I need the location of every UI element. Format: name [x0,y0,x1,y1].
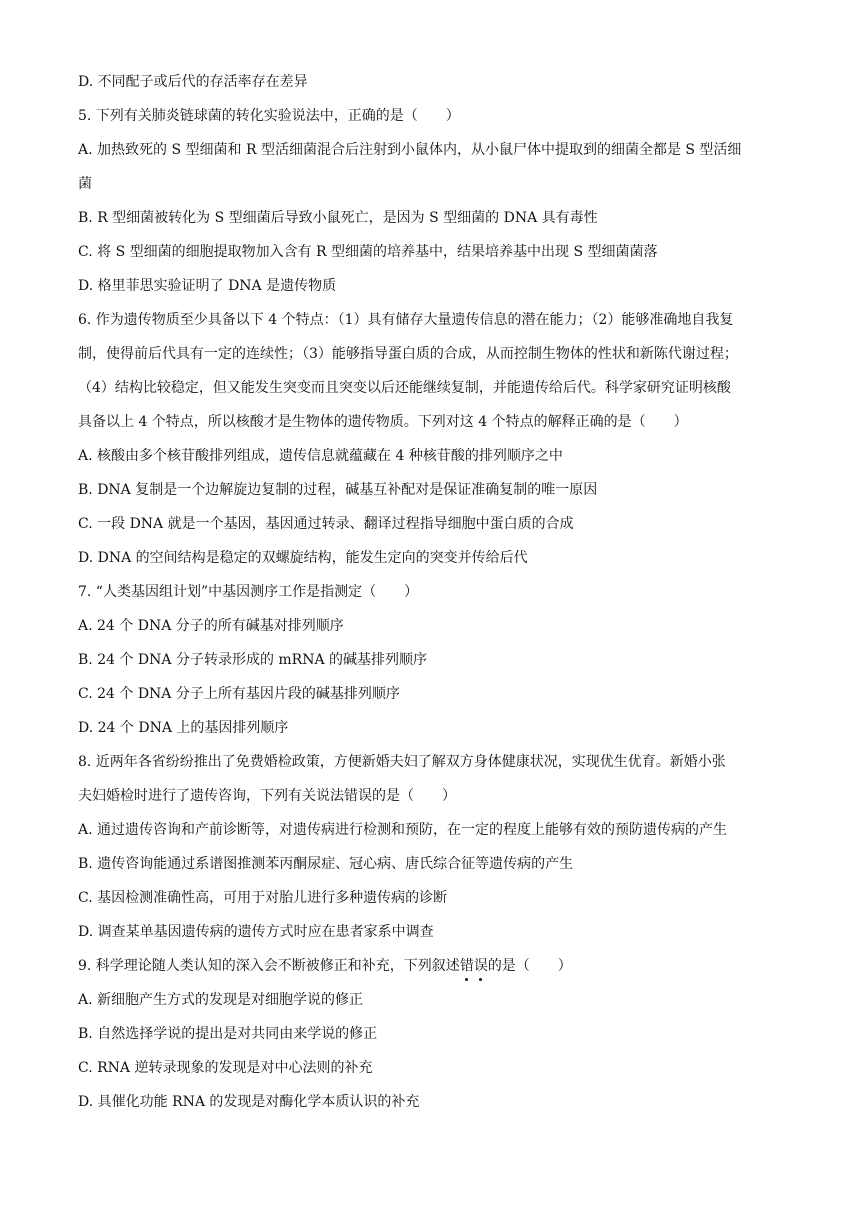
option-7a: A. 24 个 DNA 分子的所有碱基对排列顺序 [78,618,344,634]
option-8d: D. 调查某单基因遗传病的遗传方式时应在患者家系中调查 [78,924,434,940]
option-8b: B. 遗传咨询能通过系谱图推测苯丙酮尿症、冠心病、唐氏综合征等遗传病的产生 [78,856,574,872]
question-9-stem-end: 的是（ ） [487,958,572,974]
option-5d: D. 格里菲思实验证明了 DNA 是遗传物质 [78,278,337,294]
option-5a-continued: 菌 [78,176,92,192]
question-9-stem [78,955,790,977]
question-6-stem-line-1: 6. 作为遗传物质至少具备以下 4 个特点：（1）具有储存大量遗传信息的潜在能力；（2）能够准确地自我复 [78,312,734,328]
emphasis-dot-char: 错 [460,955,474,977]
option-7b: B. 24 个 DNA 分子转录形成的 mRNA 的碱基排列顺序 [78,652,428,668]
option-7c: C. 24 个 DNA 分子上所有基因片段的碱基排列顺序 [78,686,400,702]
question-5-stem: 5. 下列有关肺炎链球菌的转化实验说法中，正确的是（ ） [78,108,460,124]
question-9-stem-start: 9. 科学理论随人类认知的深入会不断被修正和补充，下列叙述 [78,958,460,974]
question-6-stem-line-4: 具备以上 4 个特点，所以核酸才是生物体的遗传物质。下列对这 4 个特点的解释正确的是（ ） [78,414,688,430]
option-9d: D. 具催化功能 RNA 的发现是对酶化学本质认识的补充 [78,1094,420,1110]
option-9a: A. 新细胞产生方式的发现是对细胞学说的修正 [78,992,364,1008]
question-6-stem-line-3: （4）结构比较稳定，但又能发生突变而且突变以后还能继续复制，并能遗传给后代。科学家研究证明核酸 [78,380,731,396]
option-6a: A. 核酸由多个核苷酸排列组成，遗传信息就蕴藏在 4 种核苷酸的排列顺序之中 [78,448,563,464]
option-6c: C. 一段 DNA 就是一个基因，基因通过转录、翻译过程指导细胞中蛋白质的合成 [78,516,574,532]
question-8-stem-line-2: 夫妇婚检时进行了遗传咨询，下列有关说法错误的是（ ） [78,788,456,804]
question-7-stem: 7. “人类基因组计划”中基因测序工作是指测定（ ） [78,584,419,600]
question-6-stem-line-2: 制，使得前后代具有一定的连续性；（3）能够指导蛋白质的合成，从而控制生物体的性状和新陈代谢过程； [78,346,738,362]
option-8c: C. 基因检测准确性高，可用于对胎儿进行多种遗传病的诊断 [78,890,448,906]
emphasized-word [460,958,488,974]
option-6d: D. DNA 的空间结构是稳定的双螺旋结构，能发生定向的突变并传给后代 [78,550,528,566]
option-4d: D. 不同配子或后代的存活率存在差异 [78,74,308,90]
option-5b: B. R 型细菌被转化为 S 型细菌后导致小鼠死亡，是因为 S 型细菌的 DNA 具有毒性 [78,210,598,226]
option-9b: B. 自然选择学说的提出是对共同由来学说的修正 [78,1026,378,1042]
option-7d: D. 24 个 DNA 上的基因排列顺序 [78,720,289,736]
emphasis-dot-char: 误 [474,955,488,977]
question-8-stem-line-1: 8. 近两年各省纷纷推出了免费婚检政策，方便新婚夫妇了解双方身体健康状况，实现优生优育。新婚小张 [78,754,726,770]
option-9c: C. RNA 逆转录现象的发现是对中心法则的补充 [78,1060,373,1076]
option-6b: B. DNA 复制是一个边解旋边复制的过程，碱基互补配对是保证准确复制的唯一原因 [78,482,598,498]
option-5c: C. 将 S 型细菌的细胞提取物加入含有 R 型细菌的培养基中，结果培养基中出现 S 型细菌菌落 [78,244,658,260]
option-8a: A. 通过遗传咨询和产前诊断等，对遗传病进行检测和预防，在一定的程度上能够有效的预防遗传病的产生 [78,822,728,838]
option-5a: A. 加热致死的 S 型细菌和 R 型活细菌混合后注射到小鼠体内，从小鼠尸体中提取到的细菌全都是 S 型活细 [78,142,742,158]
